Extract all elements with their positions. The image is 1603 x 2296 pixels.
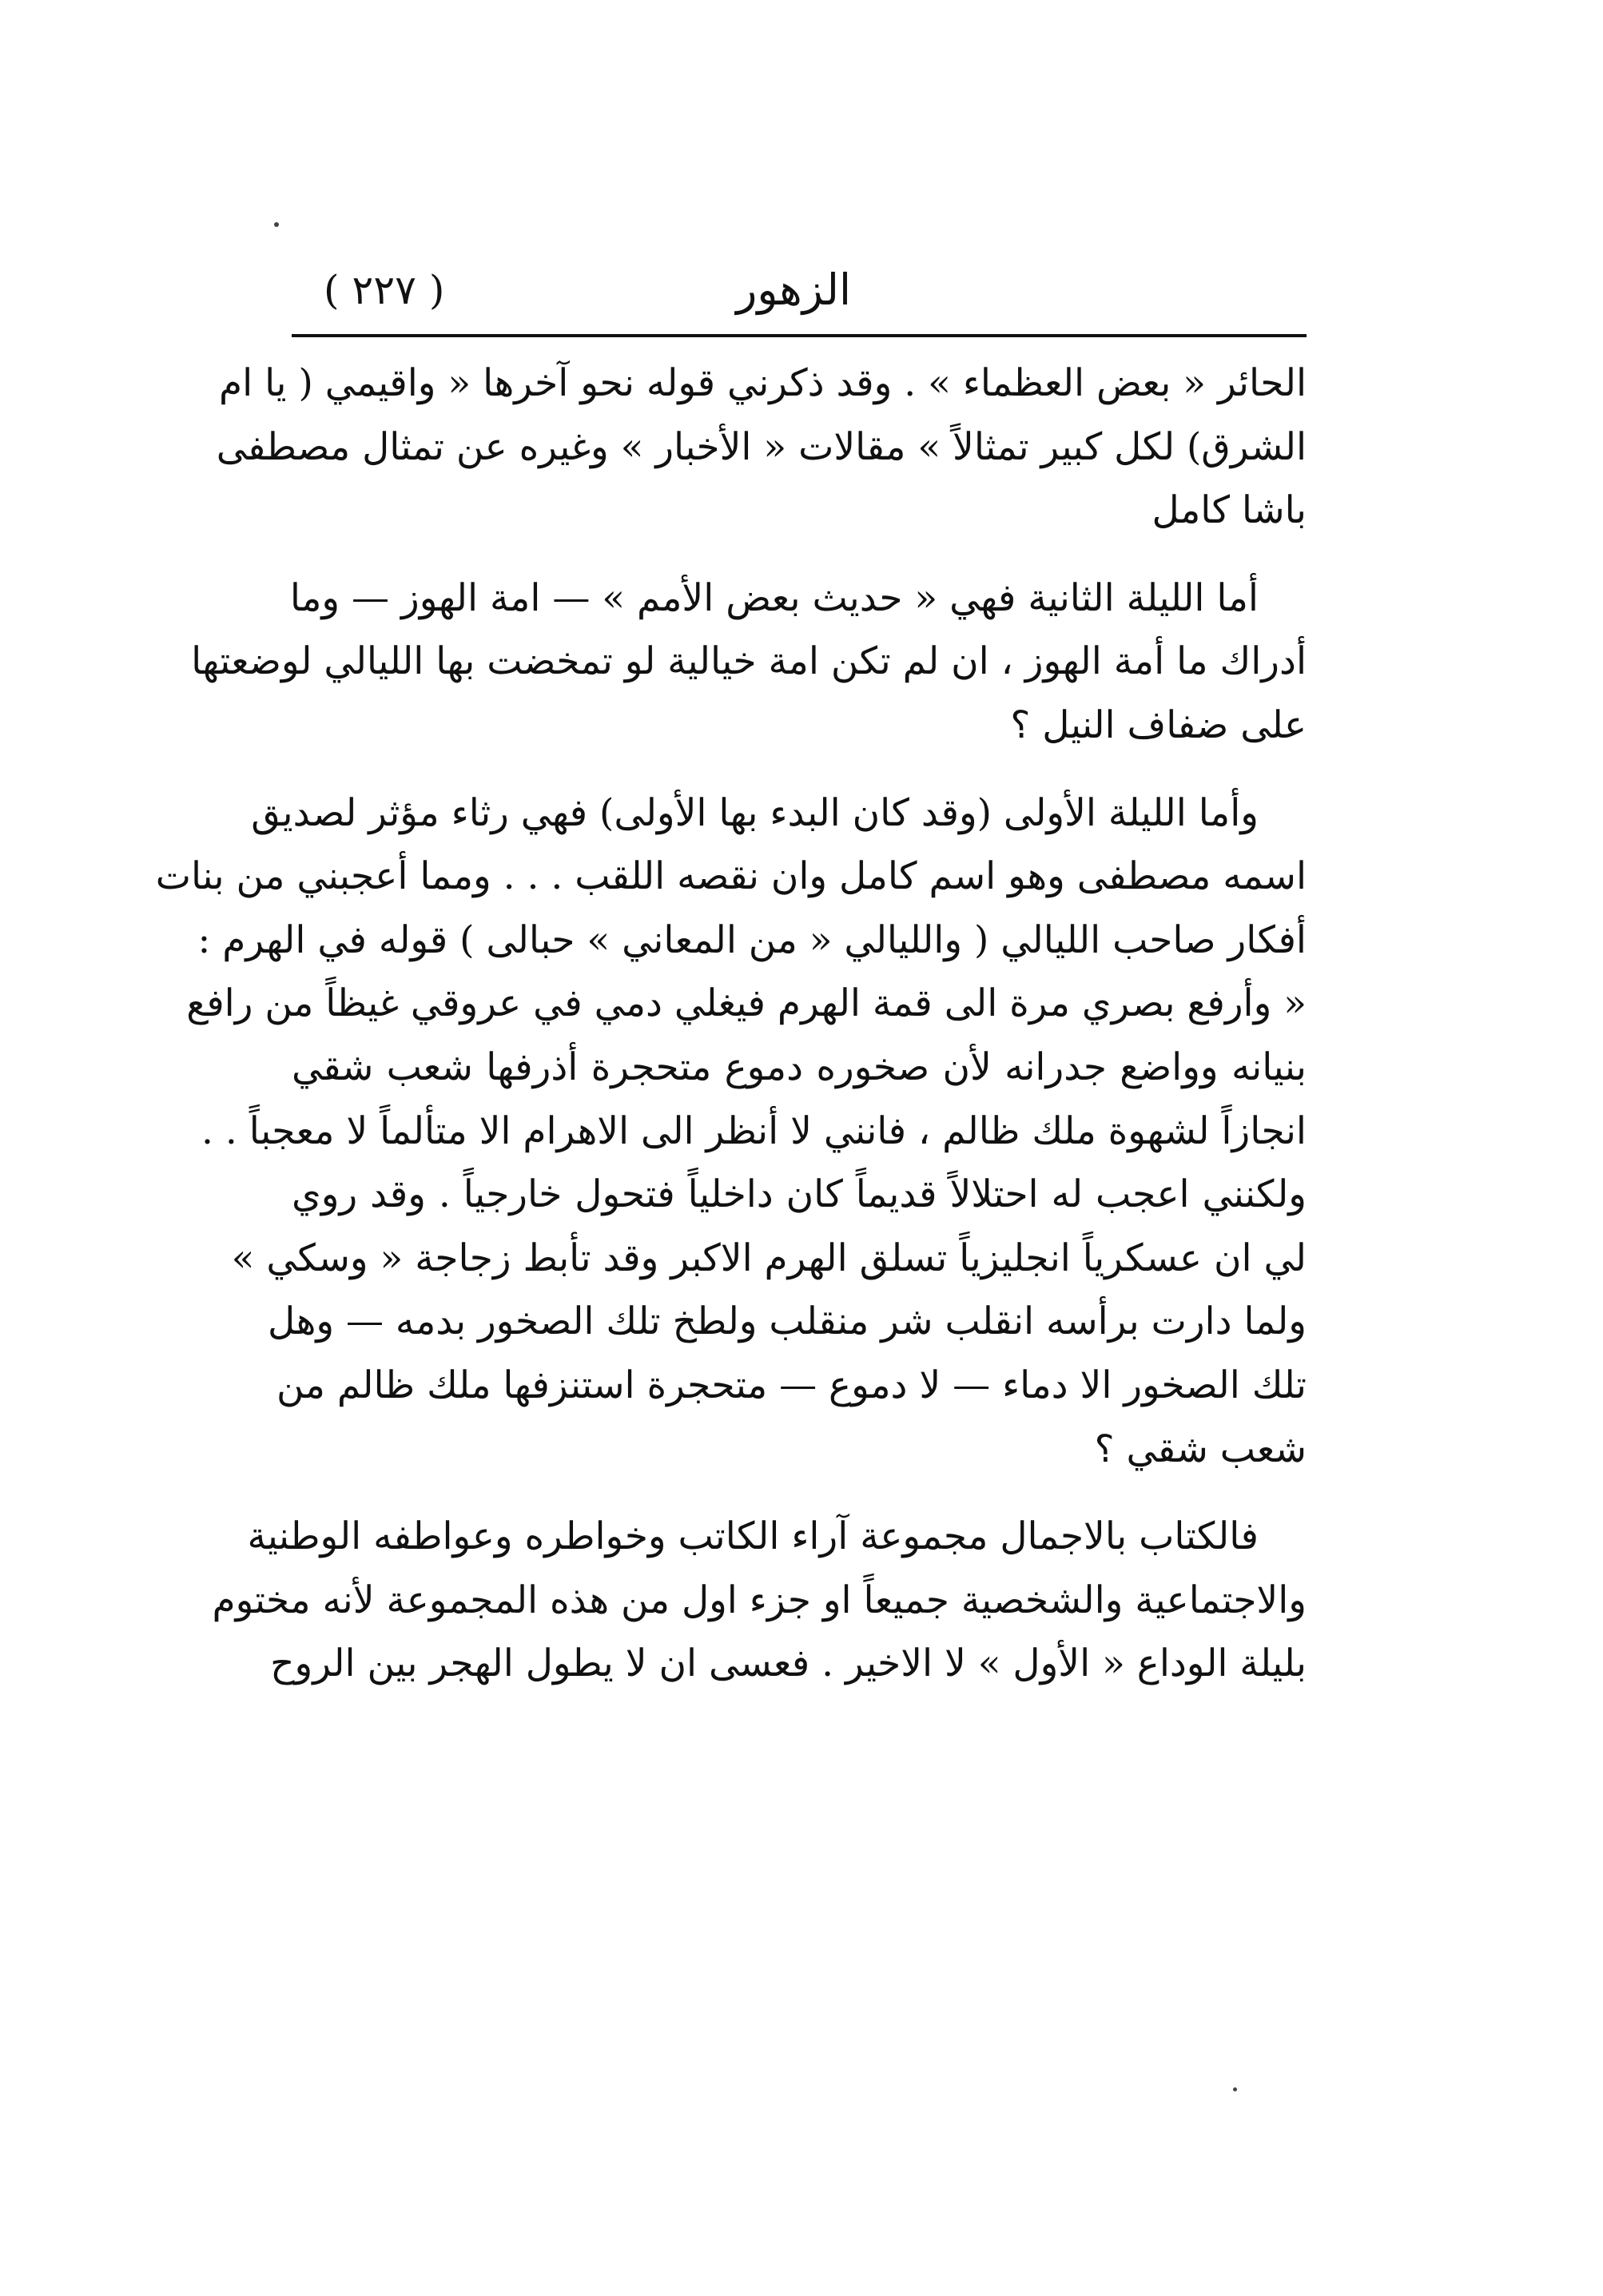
paragraph <box>216 352 1307 543</box>
text-line: أدراك ما أمة الهوز ، ان لم تكن امة خيالية لو تمخضت بها الليالي لوضعتها <box>191 639 1307 684</box>
text-line: « وأرفع بصري مرة الى قمة الهرم فيغلي دمي في عروقي غيظاً من رافع <box>186 981 1307 1026</box>
text-line: باشا كامل <box>1152 488 1307 533</box>
paragraph-gap <box>292 543 1307 567</box>
text-line: اسمه مصطفى وهو اسم كامل وان نقصه اللقب . . . ومما أعجبني من بنات <box>155 854 1307 899</box>
header-rule <box>292 334 1307 337</box>
print-speck-top <box>274 222 279 227</box>
paragraph <box>155 782 1307 1482</box>
paragraph-gap <box>292 758 1307 782</box>
body-text <box>155 352 1307 2014</box>
running-header <box>292 254 1307 342</box>
paragraph <box>191 567 1307 758</box>
text-line: والاجتماعية والشخصية جميعاً او جزء اول من هذه المجموعة لأنه مختوم <box>212 1578 1307 1622</box>
text-line: وأما الليلة الأولى (وقد كان البدء بها الأولى) فهي رثاء مؤثر لصديق <box>251 790 1259 835</box>
print-speck-bottom <box>1233 2087 1237 2091</box>
page-number: ( ٢٢٧ ) <box>324 267 445 313</box>
paragraph <box>212 1505 1307 1696</box>
text-line: الحائر « بعض العظماء » . وقد ذكرني قوله نحو آخرها « واقيمي ( يا ام <box>219 361 1307 405</box>
text-line: أما الليلة الثانية فهي « حديث بعض الأمم » — امة الهوز — وما <box>289 575 1259 620</box>
paragraph-gap <box>292 1481 1307 1505</box>
text-line: على ضفاف النيل ؟ <box>1010 702 1307 747</box>
running-title: الزهور <box>736 265 851 315</box>
text-line: ولما دارت برأسه انقلب شر منقلب ولطخ تلك الصخور بدمه — وهل <box>267 1299 1307 1344</box>
text-line: بنيانه وواضع جدرانه لأن صخوره دموع متحجرة أذرفها شعب شقي <box>292 1045 1307 1089</box>
text-line: بليلة الوداع « الأول » لا الاخير . فعسى ان لا يطول الهجر بين الروح <box>270 1641 1307 1686</box>
text-line: ولكنني اعجب له احتلالاً قديماً كان داخلياً فتحول خارجياً . وقد روي <box>292 1172 1307 1217</box>
text-line: تلك الصخور الا دماء — لا دموع — متحجرة استنزفها ملك ظالم من <box>276 1363 1307 1407</box>
text-line: انجازاً لشهوة ملك ظالم ، فانني لا أنظر الى الاهرام الا متألماً لا معجباً . . <box>201 1108 1307 1153</box>
text-line: أفكار صاحب الليالي ( والليالي « من المعاني » حبالى ) قوله في الهرم : <box>197 917 1307 962</box>
text-line: الشرق) لكل كبير تمثالاً » مقالات « الأخبار » وغيره عن تمثال مصطفى <box>216 424 1307 469</box>
text-line: شعب شقي ؟ <box>1094 1427 1307 1471</box>
text-line: فالكتاب بالاجمال مجموعة آراء الكاتب وخواطره وعواطفه الوطنية <box>247 1514 1259 1559</box>
text-line: لي ان عسكرياً انجليزياً تسلق الهرم الاكبر وقد تأبط زجاجة « وسكي » <box>231 1236 1307 1280</box>
